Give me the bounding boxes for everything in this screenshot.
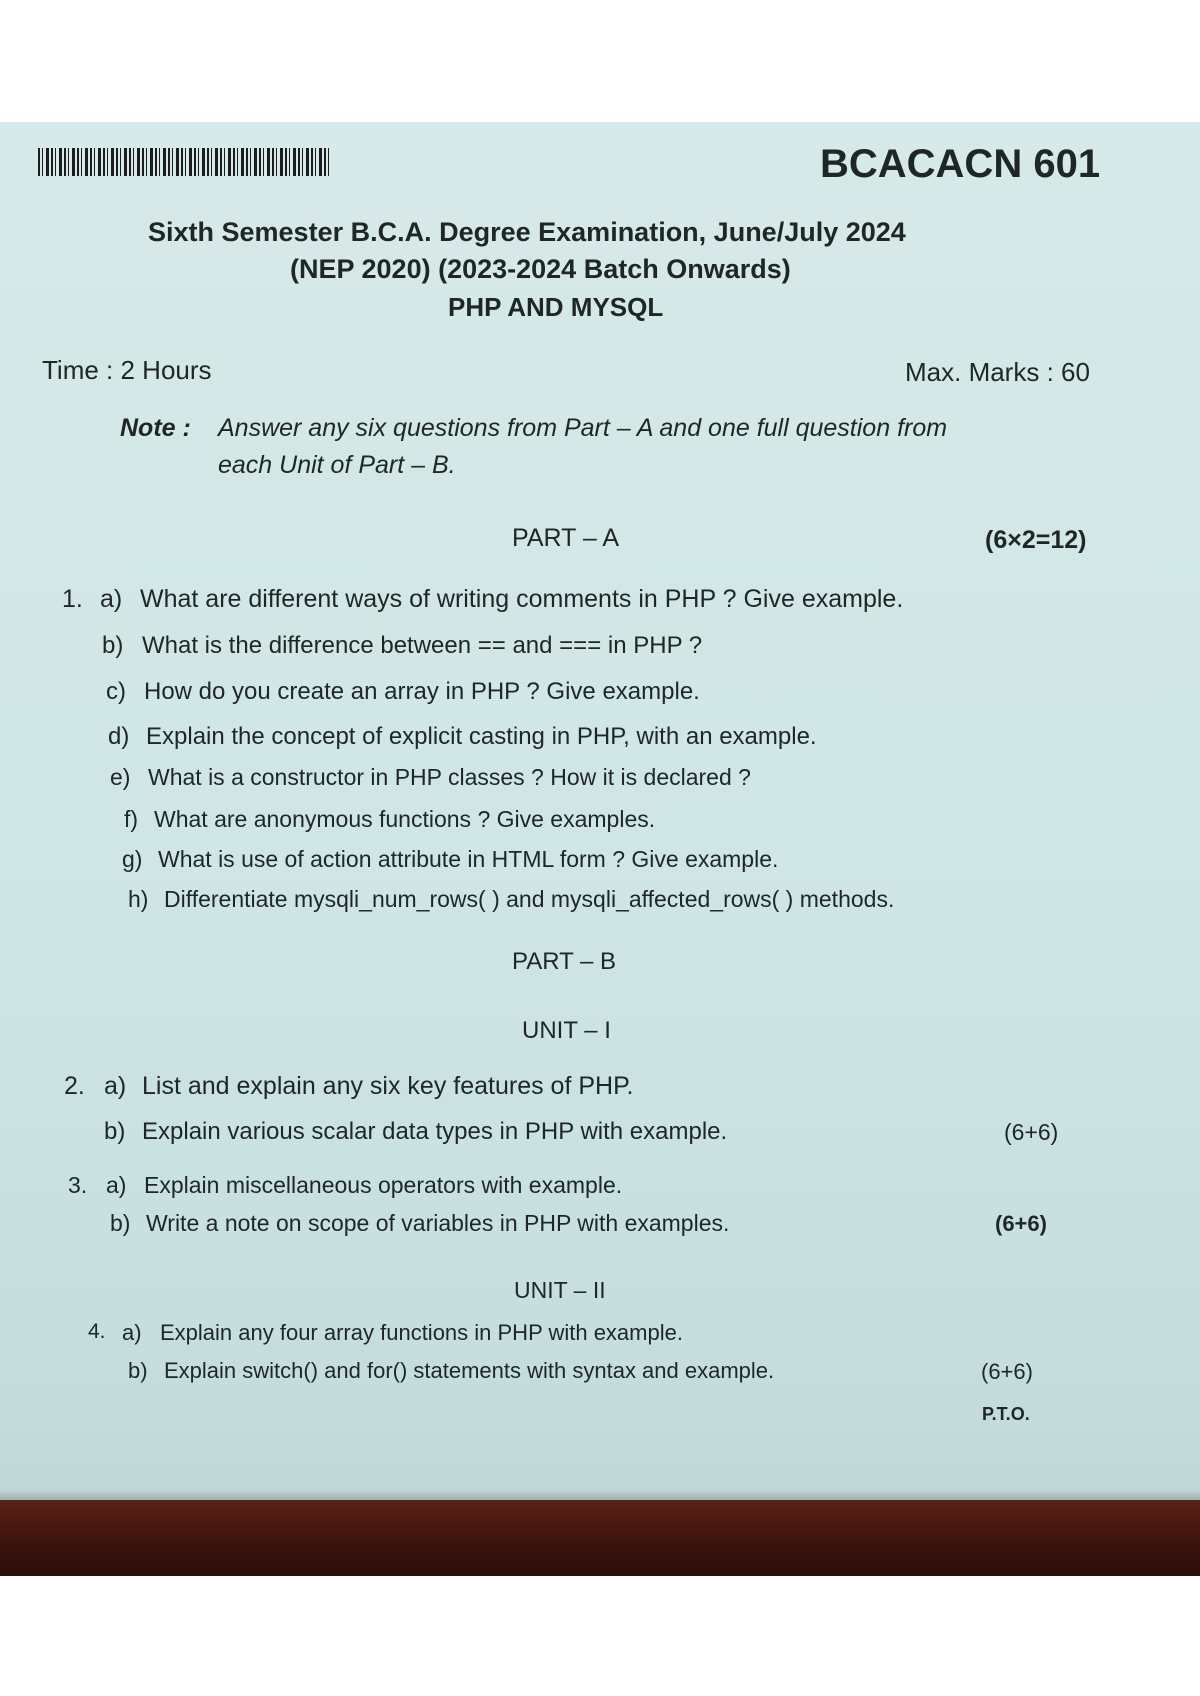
q2a-text: List and explain any six key features of PHP. [142, 1072, 634, 1100]
q1a-label: a) [100, 585, 123, 613]
note-label: Note : [120, 414, 191, 442]
q3a-label: a) [106, 1172, 127, 1198]
note-line-2: each Unit of Part – B. [218, 451, 456, 479]
q1g-text: What is use of action attribute in HTML form ? Give example. [158, 846, 779, 872]
batch-line: (NEP 2020) (2023-2024 Batch Onwards) [290, 254, 791, 284]
q3b-label: b) [110, 1210, 131, 1236]
q1b-text: What is the difference between == and === in PHP ? [142, 632, 703, 659]
subject-title: PHP AND MYSQL [448, 292, 664, 322]
exam-title: Sixth Semester B.C.A. Degree Examination, June/July 2024 [148, 217, 906, 247]
question-2-number: 2. [64, 1072, 85, 1100]
part-a-marks: (6×2=12) [985, 526, 1087, 554]
part-b-title: PART – B [512, 948, 617, 975]
q1h-text: Differentiate mysqli_num_rows( ) and mysqli_affected_rows( ) methods. [164, 886, 895, 912]
desk-background [0, 1500, 1200, 1576]
q2b-text: Explain various scalar data types in PHP with example. [142, 1118, 728, 1145]
q1f-label: f) [124, 806, 139, 832]
unit-2-title: UNIT – II [514, 1277, 606, 1303]
q1d-text: Explain the concept of explicit casting in PHP, with an example. [146, 723, 817, 750]
q1f-text: What are anonymous functions ? Give examples. [154, 806, 656, 832]
barcode [38, 148, 330, 176]
question-4-number: 4. [88, 1320, 106, 1343]
q2a-label: a) [104, 1072, 127, 1100]
q1c-label: c) [106, 678, 126, 705]
q1a-text: What are different ways of writing comments in PHP ? Give example. [140, 585, 904, 613]
part-a-title: PART – A [512, 524, 620, 552]
q4a-text: Explain any four array functions in PHP with example. [160, 1320, 683, 1345]
q4b-text: Explain switch() and for() statements with syntax and example. [164, 1358, 775, 1383]
q1g-label: g) [122, 846, 143, 872]
q1e-text: What is a constructor in PHP classes ? How it is declared ? [148, 764, 751, 790]
q3-marks: (6+6) [995, 1211, 1047, 1236]
question-1-number: 1. [62, 585, 83, 613]
q2-marks: (6+6) [1004, 1119, 1059, 1145]
q1e-label: e) [110, 764, 131, 790]
q3b-text: Write a note on scope of variables in PHP with examples. [146, 1210, 730, 1236]
q1c-text: How do you create an array in PHP ? Give example. [144, 678, 700, 705]
pto-label: P.T.O. [982, 1404, 1030, 1424]
q4-marks: (6+6) [981, 1359, 1033, 1384]
course-code: BCACACN 601 [820, 142, 1101, 186]
q4a-label: a) [122, 1320, 142, 1345]
q4b-label: b) [128, 1358, 148, 1383]
question-3-number: 3. [68, 1172, 88, 1198]
q1h-label: h) [128, 886, 149, 912]
unit-1-title: UNIT – I [522, 1017, 611, 1044]
exam-time: Time : 2 Hours [42, 355, 212, 385]
q1b-label: b) [102, 632, 124, 659]
q3a-text: Explain miscellaneous operators with example. [144, 1172, 623, 1198]
q1d-label: d) [108, 723, 130, 750]
max-marks: Max. Marks : 60 [905, 357, 1090, 387]
q2b-label: b) [104, 1118, 126, 1145]
note-line-1: Answer any six questions from Part – A and one full question from [218, 414, 948, 442]
